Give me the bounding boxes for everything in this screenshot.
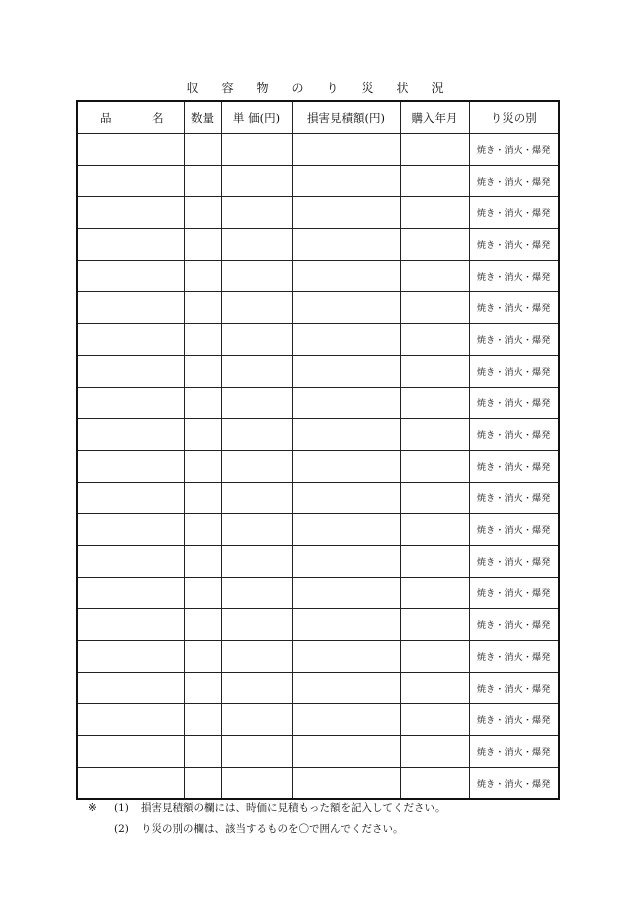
cell-purchase-date[interactable] <box>400 609 469 641</box>
table-row <box>77 324 559 356</box>
cell-item-name[interactable] <box>77 387 184 419</box>
damage-table <box>76 100 560 800</box>
cell-damage-type[interactable]: 焼き・消火・爆発 <box>469 260 559 292</box>
cell-quantity[interactable] <box>184 514 221 546</box>
cell-quantity[interactable] <box>184 419 221 451</box>
cell-damage-estimate[interactable] <box>292 355 400 387</box>
cell-item-name[interactable] <box>77 767 184 799</box>
cell-damage-estimate[interactable] <box>292 324 400 356</box>
cell-damage-estimate[interactable] <box>292 419 400 451</box>
cell-damage-estimate[interactable] <box>292 767 400 799</box>
cell-damage-type[interactable]: 焼き・消火・爆発 <box>469 355 559 387</box>
cell-quantity[interactable] <box>184 482 221 514</box>
cell-damage-type[interactable]: 焼き・消火・爆発 <box>469 482 559 514</box>
cell-damage-estimate[interactable] <box>292 736 400 768</box>
cell-quantity[interactable] <box>184 736 221 768</box>
cell-purchase-date[interactable] <box>400 324 469 356</box>
cell-unit-price[interactable] <box>221 704 292 736</box>
cell-purchase-date[interactable] <box>400 292 469 324</box>
cell-quantity[interactable] <box>184 165 221 197</box>
cell-item-name[interactable] <box>77 450 184 482</box>
cell-item-name[interactable] <box>77 229 184 261</box>
cell-damage-type[interactable]: 焼き・消火・爆発 <box>469 704 559 736</box>
cell-purchase-date[interactable] <box>400 387 469 419</box>
cell-purchase-date[interactable] <box>400 736 469 768</box>
cell-unit-price[interactable] <box>221 577 292 609</box>
cell-quantity[interactable] <box>184 767 221 799</box>
cell-purchase-date[interactable] <box>400 260 469 292</box>
table-row <box>77 767 559 799</box>
cell-damage-estimate[interactable] <box>292 292 400 324</box>
table-row <box>77 450 559 482</box>
cell-damage-type[interactable]: 焼き・消火・爆発 <box>469 609 559 641</box>
cell-quantity[interactable] <box>184 577 221 609</box>
cell-damage-type[interactable]: 焼き・消火・爆発 <box>469 419 559 451</box>
cell-unit-price[interactable] <box>221 609 292 641</box>
cell-unit-price[interactable] <box>221 134 292 166</box>
cell-quantity[interactable] <box>184 704 221 736</box>
table-body <box>77 134 559 800</box>
cell-unit-price[interactable] <box>221 355 292 387</box>
cell-damage-estimate[interactable] <box>292 165 400 197</box>
table-row <box>77 672 559 704</box>
cell-purchase-date[interactable] <box>400 482 469 514</box>
cell-unit-price[interactable] <box>221 514 292 546</box>
table-row <box>77 704 559 736</box>
cell-quantity[interactable] <box>184 355 221 387</box>
cell-item-name[interactable] <box>77 577 184 609</box>
cell-damage-estimate[interactable] <box>292 641 400 673</box>
cell-unit-price[interactable] <box>221 767 292 799</box>
cell-damage-estimate[interactable] <box>292 229 400 261</box>
note-line-2 <box>88 819 446 840</box>
table-row <box>77 545 559 577</box>
cell-purchase-date[interactable] <box>400 514 469 546</box>
cell-damage-type[interactable]: 焼き・消火・爆発 <box>469 577 559 609</box>
cell-quantity[interactable] <box>184 672 221 704</box>
table-row <box>77 229 559 261</box>
cell-damage-type[interactable]: 焼き・消火・爆発 <box>469 292 559 324</box>
table-row <box>77 482 559 514</box>
cell-unit-price[interactable] <box>221 672 292 704</box>
cell-damage-estimate[interactable] <box>292 450 400 482</box>
note-number: (2) <box>114 823 129 835</box>
cell-purchase-date[interactable] <box>400 419 469 451</box>
cell-item-name[interactable] <box>77 419 184 451</box>
table-row <box>77 609 559 641</box>
cell-damage-type[interactable]: 焼き・消火・爆発 <box>469 229 559 261</box>
cell-quantity[interactable] <box>184 197 221 229</box>
cell-purchase-date[interactable] <box>400 704 469 736</box>
cell-unit-price[interactable] <box>221 482 292 514</box>
cell-quantity[interactable] <box>184 229 221 261</box>
cell-damage-estimate[interactable] <box>292 134 400 166</box>
cell-damage-estimate[interactable] <box>292 197 400 229</box>
header-purchase-date: 購入年月 <box>400 101 469 134</box>
cell-quantity[interactable] <box>184 545 221 577</box>
header-item-name <box>77 101 184 134</box>
cell-purchase-date[interactable] <box>400 197 469 229</box>
cell-damage-type[interactable]: 焼き・消火・爆発 <box>469 134 559 166</box>
cell-damage-type[interactable]: 焼き・消火・爆発 <box>469 672 559 704</box>
cell-unit-price[interactable] <box>221 324 292 356</box>
cell-damage-type[interactable]: 焼き・消火・爆発 <box>469 165 559 197</box>
cell-unit-price[interactable] <box>221 545 292 577</box>
cell-damage-type[interactable]: 焼き・消火・爆発 <box>469 387 559 419</box>
table-row <box>77 260 559 292</box>
cell-item-name[interactable] <box>77 260 184 292</box>
note-mark: ※ <box>88 802 97 814</box>
header-item-name-a: 品 <box>100 110 112 125</box>
cell-unit-price[interactable] <box>221 260 292 292</box>
header-item-name-b: 名 <box>152 110 164 125</box>
table-row <box>77 577 559 609</box>
cell-item-name[interactable] <box>77 482 184 514</box>
table-row <box>77 736 559 768</box>
cell-damage-type[interactable]: 焼き・消火・爆発 <box>469 324 559 356</box>
cell-purchase-date[interactable] <box>400 577 469 609</box>
cell-unit-price[interactable] <box>221 197 292 229</box>
cell-damage-estimate[interactable] <box>292 514 400 546</box>
table-row <box>77 134 559 166</box>
cell-unit-price[interactable] <box>221 641 292 673</box>
header-quantity: 数量 <box>184 101 221 134</box>
cell-item-name[interactable] <box>77 134 184 166</box>
cell-item-name[interactable] <box>77 609 184 641</box>
note-line-1 <box>88 798 446 819</box>
cell-damage-estimate[interactable] <box>292 577 400 609</box>
cell-damage-estimate[interactable] <box>292 609 400 641</box>
table-row <box>77 292 559 324</box>
note-number: (1) <box>114 802 129 814</box>
cell-quantity[interactable] <box>184 387 221 419</box>
table-row <box>77 165 559 197</box>
notes <box>88 798 446 840</box>
cell-item-name[interactable] <box>77 165 184 197</box>
cell-quantity[interactable] <box>184 450 221 482</box>
note-text: り災の別の欄は、該当するものを〇で囲んでください。 <box>141 823 404 835</box>
cell-item-name[interactable] <box>77 292 184 324</box>
cell-damage-type[interactable]: 焼き・消火・爆発 <box>469 767 559 799</box>
header-unit-price: 単 価(円) <box>221 101 292 134</box>
cell-damage-type[interactable]: 焼き・消火・爆発 <box>469 514 559 546</box>
cell-unit-price[interactable] <box>221 387 292 419</box>
cell-damage-type[interactable]: 焼き・消火・爆発 <box>469 641 559 673</box>
table-row <box>77 641 559 673</box>
cell-damage-type[interactable]: 焼き・消火・爆発 <box>469 450 559 482</box>
cell-purchase-date[interactable] <box>400 355 469 387</box>
cell-quantity[interactable] <box>184 134 221 166</box>
cell-damage-estimate[interactable] <box>292 672 400 704</box>
cell-purchase-date[interactable] <box>400 672 469 704</box>
cell-damage-estimate[interactable] <box>292 260 400 292</box>
cell-purchase-date[interactable] <box>400 134 469 166</box>
cell-item-name[interactable] <box>77 197 184 229</box>
cell-purchase-date[interactable] <box>400 450 469 482</box>
cell-unit-price[interactable] <box>221 736 292 768</box>
cell-item-name[interactable] <box>77 704 184 736</box>
cell-damage-estimate[interactable] <box>292 482 400 514</box>
cell-unit-price[interactable] <box>221 292 292 324</box>
cell-unit-price[interactable] <box>221 450 292 482</box>
cell-damage-estimate[interactable] <box>292 545 400 577</box>
cell-unit-price[interactable] <box>221 419 292 451</box>
cell-purchase-date[interactable] <box>400 641 469 673</box>
cell-unit-price[interactable] <box>221 165 292 197</box>
cell-damage-estimate[interactable] <box>292 704 400 736</box>
cell-quantity[interactable] <box>184 641 221 673</box>
cell-item-name[interactable] <box>77 355 184 387</box>
cell-quantity[interactable] <box>184 609 221 641</box>
cell-item-name[interactable] <box>77 736 184 768</box>
table-row <box>77 387 559 419</box>
cell-unit-price[interactable] <box>221 229 292 261</box>
cell-quantity[interactable] <box>184 324 221 356</box>
header-row <box>77 101 559 134</box>
cell-purchase-date[interactable] <box>400 165 469 197</box>
cell-purchase-date[interactable] <box>400 767 469 799</box>
table-row <box>77 419 559 451</box>
cell-item-name[interactable] <box>77 672 184 704</box>
cell-item-name[interactable] <box>77 545 184 577</box>
cell-quantity[interactable] <box>184 292 221 324</box>
cell-damage-estimate[interactable] <box>292 387 400 419</box>
header-damage-estimate: 損害見積額(円) <box>292 101 400 134</box>
cell-purchase-date[interactable] <box>400 545 469 577</box>
cell-quantity[interactable] <box>184 260 221 292</box>
cell-damage-type[interactable]: 焼き・消火・爆発 <box>469 545 559 577</box>
header-damage-type: り災の別 <box>469 101 559 134</box>
page-title: 収容物のり災状況 <box>186 81 467 95</box>
cell-item-name[interactable] <box>77 514 184 546</box>
cell-damage-type[interactable]: 焼き・消火・爆発 <box>469 197 559 229</box>
cell-damage-type[interactable]: 焼き・消火・爆発 <box>469 736 559 768</box>
table-row <box>77 514 559 546</box>
cell-item-name[interactable] <box>77 641 184 673</box>
note-text: 損害見積額の欄には、時価に見積もった額を記入してください。 <box>141 802 446 814</box>
table-row <box>77 197 559 229</box>
table-row <box>77 355 559 387</box>
cell-item-name[interactable] <box>77 324 184 356</box>
cell-purchase-date[interactable] <box>400 229 469 261</box>
